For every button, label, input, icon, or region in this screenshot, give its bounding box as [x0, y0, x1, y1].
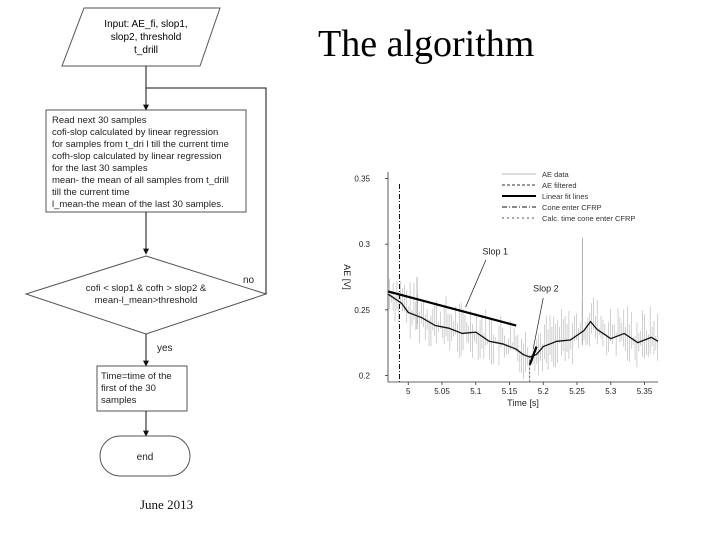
y-tick-label: 0.2 [358, 371, 370, 381]
x-tick-label: 5.15 [501, 387, 518, 396]
output-line-2: first of the 30 [101, 383, 156, 394]
legend-entry: Calc. time cone enter CFRP [542, 214, 636, 223]
decision-line-1: cofi < slop1 & cofh > slop2 & [85, 283, 207, 294]
x-tick-label: 5 [406, 387, 411, 396]
output-line-1: Time=time of the [101, 371, 172, 382]
legend-entry: Cone enter CFRP [542, 203, 602, 212]
x-tick-label: 5.3 [605, 387, 617, 396]
input-line-3: t_drill [134, 45, 158, 56]
x-tick-label: 5.05 [434, 387, 450, 396]
process-line-2: cofi-slop calculated by linear regression [52, 127, 219, 138]
annotation-pointer-slop-1 [466, 260, 486, 307]
y-axis-label: AE [V] [342, 264, 352, 290]
y-tick-label: 0.25 [354, 305, 370, 315]
process-line-7: till the current time [52, 187, 130, 198]
process-line-8: l_mean-the mean of the last 30 samples. [52, 199, 224, 210]
x-tick-label: 5.1 [470, 387, 482, 396]
ae-filtered-line [388, 294, 658, 357]
ae-chart [330, 160, 720, 420]
process-line-4: cofh-slop calculated by linear regression [52, 151, 222, 162]
annotation-slop-1: Slop 1 [482, 246, 509, 257]
legend [502, 170, 635, 223]
x-tick-label: 5.35 [636, 387, 653, 396]
yes-label: yes [157, 343, 173, 354]
slide-title: The algorithm [318, 23, 535, 65]
end-label: end [136, 452, 154, 463]
input-line-2: slop2, threshold [110, 32, 182, 43]
legend-entry: Linear fit lines [542, 192, 589, 201]
annotation-pointer-slop-2 [533, 298, 543, 349]
flowchart [0, 0, 300, 500]
input-line-1: Input: AE_fi, slop1, [104, 19, 188, 30]
linear-fit-line-1 [388, 291, 516, 325]
process-line-6: mean- the mean of all samples from t_drill [52, 175, 229, 186]
y-tick-label: 0.35 [354, 174, 370, 184]
legend-entry: AE data [542, 170, 569, 179]
process-line-3: for samples from t_dri l till the current time [52, 139, 229, 150]
slide-footer: June 2013 [140, 497, 194, 512]
legend-entry: AE filtered [542, 181, 577, 190]
x-tick-label: 5.25 [569, 387, 585, 396]
process-line-1: Read next 30 samples [52, 115, 147, 126]
output-line-3: samples [101, 395, 137, 406]
x-axis-label: Time [s] [507, 398, 539, 408]
y-tick-label: 0.3 [358, 240, 370, 250]
x-tick-label: 5.2 [537, 387, 549, 396]
no-label: no [243, 275, 255, 286]
annotation-slop-2: Slop 2 [533, 283, 559, 294]
ae-data-noise [389, 238, 657, 380]
decision-line-2: mean-l_mean>threshold [94, 295, 198, 306]
process-line-5: for the last 30 samples [52, 163, 148, 174]
